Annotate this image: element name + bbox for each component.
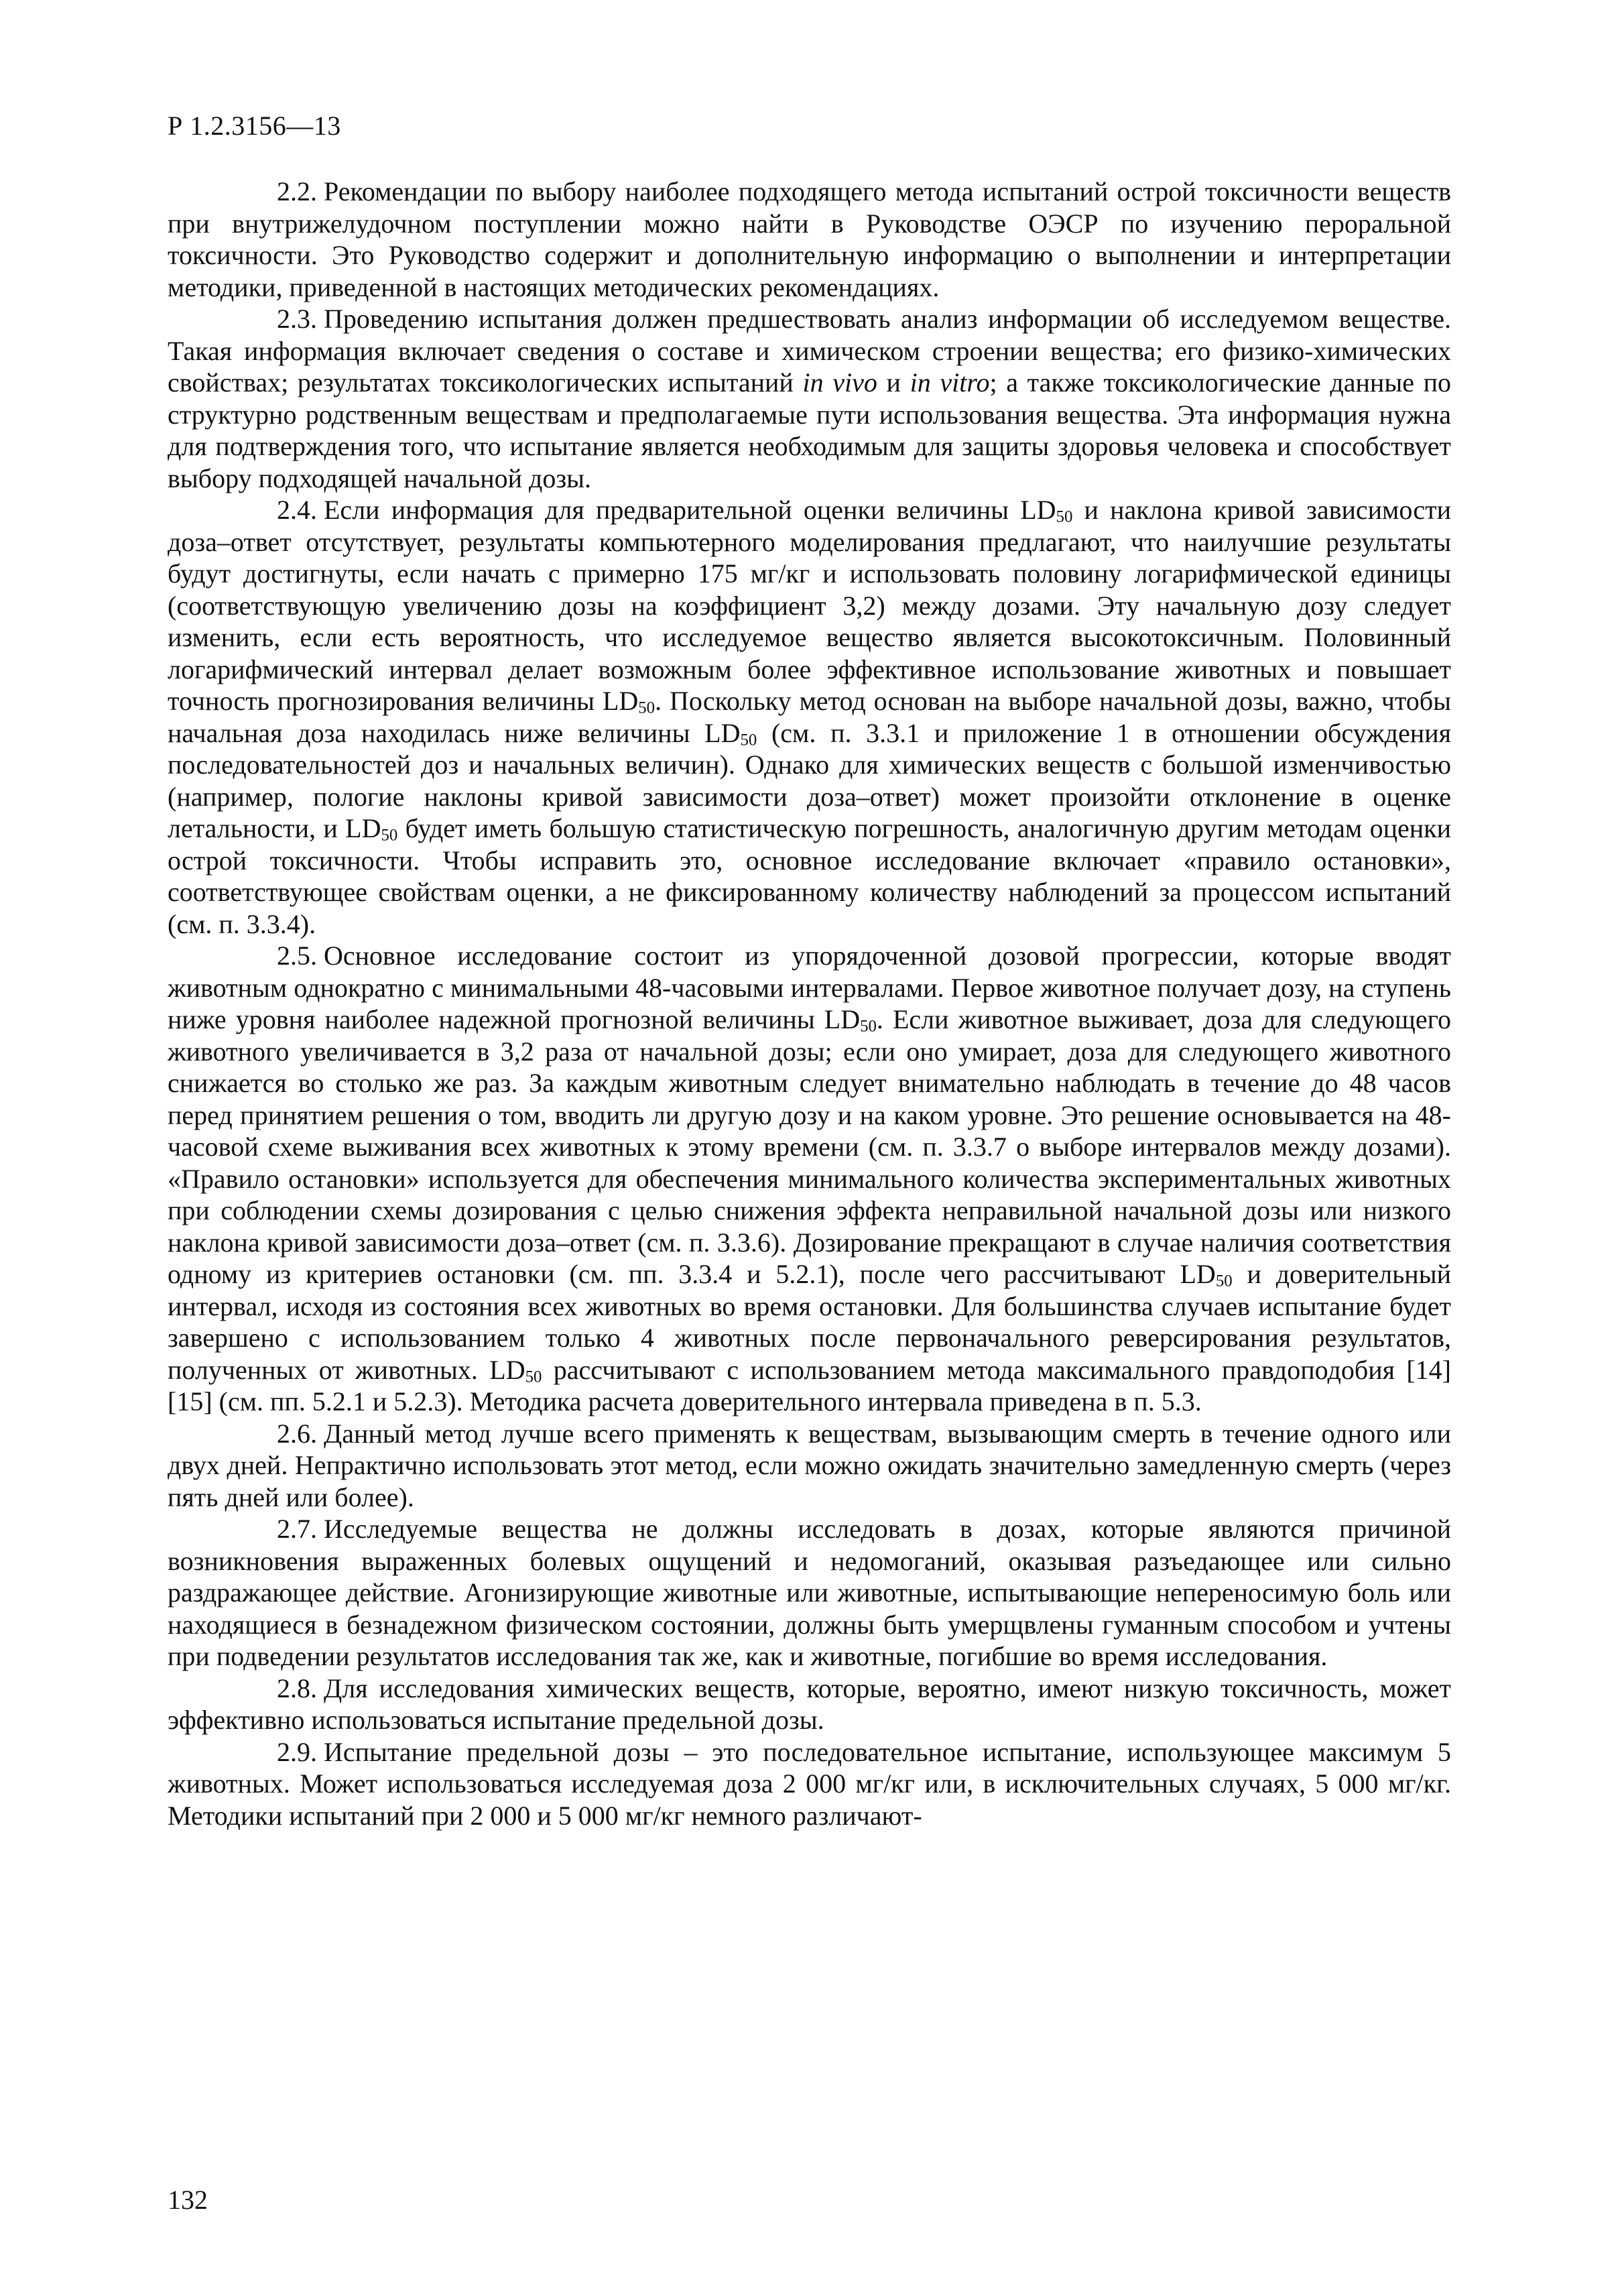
paragraph — [168, 494, 1451, 940]
text-run: Если информация для предварительной оценки величины LD — [324, 495, 1056, 525]
text-run: Для исследования химических веществ, которые, вероятно, имеют низкую токсичность, может эффективно использоваться испытание предельной дозы. — [168, 1673, 1451, 1735]
text-run: ; а также токсикологические данные по структурно родственным веществам и предполагаемые пути использования вещества. Эта информация нужна для подтверждения того, что испытание является необходимым для защиты здоровья человека и способствует выбору подходящей начальной дозы. — [168, 367, 1452, 493]
text-run: и наклона кривой зависимости доза–ответ отсутствует, результаты компьютерного моделирования предлагают, что наилучшие результаты будут достигнуты, если начать с примерно 175 мг/кг и использовать половину логарифмической единицы (соответствующую увеличению дозы на коэффициент 3,2) между дозами. Эту начальную дозу следует изменить, если есть вероятность, что исследуемое вещество является высокотоксичным. Половинный логарифмический интервал делает возможным более эффективное использование животных и повышает точность прогнозирования величины LD — [168, 495, 1452, 716]
paragraph-number: 2.9. — [277, 1736, 317, 1767]
text-run: Испытание предельной дозы – это последовательное испытание, использующее максимум 5 животных. Может использоваться исследуемая доза 2 000 мг/кг или, в исключительных случаях, 5 000 мг/кг. Методики испытаний при 2 000 и 5 000 мг/кг немного различают- — [168, 1736, 1451, 1831]
paragraph — [168, 303, 1451, 494]
italic-text: in vivo — [802, 367, 877, 398]
text-run: Проведению испытания должен предшествовать анализ информации об исследуемом веществе. Такая информация включает сведения о составе и химическом строении вещества; его физико-химических свойствах; результатах токсикологических испытаний — [168, 304, 1451, 398]
paragraph-number: 2.7. — [277, 1514, 317, 1544]
paragraph-number: 2.5. — [277, 941, 317, 971]
paragraph-text — [168, 176, 1451, 302]
paragraph — [168, 1513, 1451, 1673]
paragraph-text — [168, 304, 1451, 493]
text-run: Данный метод лучше всего применять к веществам, вызывающим смерть в течение одного или двух дней. Непрактично использовать этот метод, если можно ожидать значительно замедленную смерть (через пять дней или более). — [168, 1418, 1451, 1512]
text-run: Исследуемые вещества не должны исследовать в дозах, которые являются причиной возникновения выраженных болевых ощущений и недомоганий, оказывая разъедающее или сильно раздражающее действие. Агонизирующие животные или животные, испытывающие непереносимую боль или находящиеся в безнадежном физическом состоянии, должны быть умерщвлены гуманным способом и учтены при подведении результатов исследования так же, как и животные, погибшие во время исследования. — [168, 1514, 1451, 1671]
text-run: . Поскольку метод основан на выборе начальной дозы, важно, чтобы начальная доза находилась ниже величины LD — [168, 686, 1452, 748]
paragraph-text — [168, 1673, 1451, 1736]
subscript-text: 50 — [1215, 1272, 1233, 1290]
subscript-text: 50 — [381, 826, 398, 845]
text-run: и доверительный интервал, исходя из состояния всех животных во время остановки. Для большинства случаев испытание будет завершено с использованием только 4 животных после первоначального реверсирования результатов, полученных от животных. LD — [168, 1259, 1451, 1385]
paragraph-number: 2.6. — [277, 1418, 317, 1449]
paragraph — [168, 176, 1451, 303]
text-run: рассчитывают с использованием метода максимального правдоподобия [14] [15] (см. пп. 5.2.1 и 5.2.3). Методика расчета доверительного интервала приведена в п. 5.3. — [168, 1354, 1451, 1416]
subscript-text: 50 — [638, 699, 656, 717]
paragraph — [168, 940, 1451, 1418]
text-run: Рекомендации по выбору наиболее подходящего метода испытаний острой токсичности веществ при внутрижелудочном поступлении можно найти в Руководстве ОЭСР по изучению пероральной токсичности. Это Руководство содержит и дополнительную информацию о выполнении и интерпретации методики, приведенной в настоящих методических рекомендациях. — [168, 176, 1451, 302]
text-run: (см. п. 3.3.1 и приложение 1 в отношении обсуждения последовательностей доз и начальных величин). Однако для химических веществ с большой изменчивостью (например, пологие наклоны кривой зависимости доза–ответ) может произойти отклонение в оценке летальности, и LD — [168, 717, 1451, 843]
text-run: и — [877, 367, 910, 398]
paragraph-number: 2.2. — [277, 176, 317, 206]
subscript-text: 50 — [740, 730, 757, 749]
text-run: . Если животное выживает, доза для следующего животного увеличивается в 3,2 раза от начальной дозы; если оно умирает, доза для следующего животного снижается во столько же раз. За каждым животным следует внимательно наблюдать в течение до 48 часов перед принятием решения о том, вводить ли другую дозу и на каком уровне. Это решение основывается на 48-часовой схеме выживания всех животных к этому времени (см. п. 3.3.7 о выборе интервалов между дозами). «Правило остановки» используется для обеспечения минимального количества экспериментальных животных при соблюдении схемы дозирования с целью снижения эффекта неправильной начальной дозы или низкого наклона кривой зависимости доза–ответ (см. п. 3.3.6). Дозирование прекращают в случае наличия соответствия одному из критериев остановки (см. пп. 3.3.4 и 5.2.1), после чего рассчитывают LD — [168, 1004, 1451, 1289]
paragraph — [168, 1673, 1451, 1736]
page-number: 132 — [168, 2185, 208, 2215]
document-body — [168, 176, 1451, 1831]
subscript-text: 50 — [1056, 507, 1073, 526]
paragraph — [168, 1736, 1451, 1832]
subscript-text: 50 — [860, 1017, 877, 1036]
paragraph — [168, 1418, 1451, 1514]
paragraph-text — [168, 495, 1451, 939]
paragraph-text — [168, 1418, 1451, 1512]
text-run: будет иметь большую статистическую погрешность, аналогичную другим методам оценки острой токсичности. Чтобы исправить это, основное исследование включает «правило остановки», соответствующее свойствам оценки, а не фиксированному количеству наблюдений за процессом испытаний (см. п. 3.3.4). — [168, 813, 1451, 939]
paragraph-number: 2.4. — [277, 495, 317, 525]
running-header: Р 1.2.3156—13 — [168, 111, 341, 141]
paragraph-text — [168, 1737, 1451, 1831]
italic-text: in vitro — [910, 367, 990, 398]
text-run: Основное исследование состоит из упорядоченной дозовой прогрессии, которые вводят животным однократно с минимальными 48-часовыми интервалами. Первое животное получает дозу, на ступень ниже уровня наиболее надежной прогнозной величины LD — [168, 941, 1451, 1034]
paragraph-number: 2.8. — [277, 1673, 317, 1703]
paragraph-text — [168, 941, 1451, 1416]
paragraph-text — [168, 1514, 1451, 1671]
subscript-text: 50 — [525, 1367, 542, 1386]
paragraph-number: 2.3. — [277, 304, 317, 334]
